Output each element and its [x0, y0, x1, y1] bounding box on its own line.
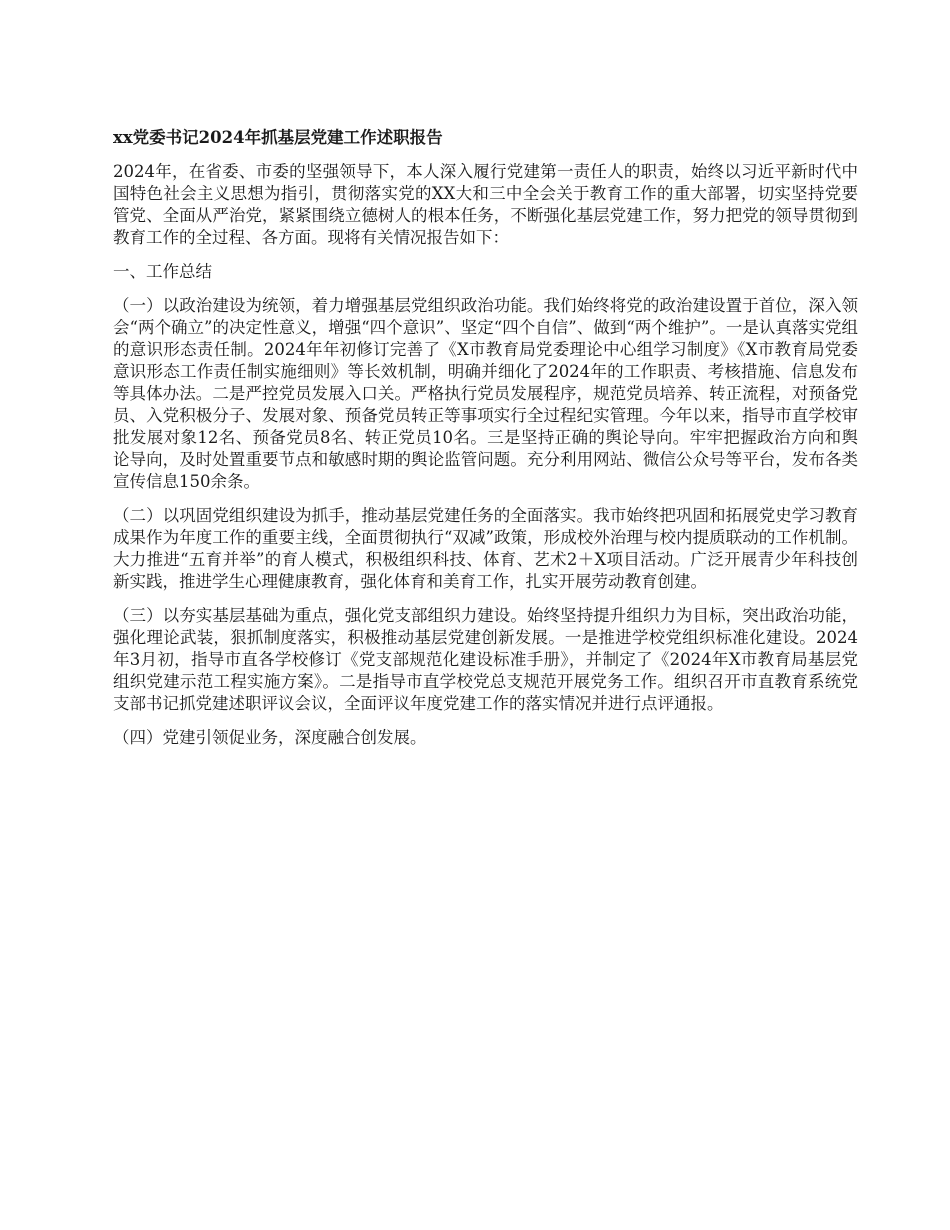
paragraph-party-leads-business: （四）党建引领促业务，深度融合创发展。: [113, 728, 427, 747]
document-title: xx党委书记2024年抓基层党建工作述职报告: [113, 128, 443, 147]
paragraph-political-construction: （一）以政治建设为统领，着力增强基层党组织政治功能。我们始终将党的政治建设置于首位，深入领会“两个确立”的决定性意义，增强“四个意识”、坚定“四个自信”、做到“两个维护”。一是认真落实党组的意识形态责任制。2024年年初修订完善了《X市教育局党委理论中心组学习制度》《X市教育局党委意识形态工作责任制实施细则》等长效机制，明确并细化了2024年的工作职责、考核措施、信息发布等具体办法。二是严控党员发展入口关。严格执行党员发展程序，规范党员培养、转正流程，对预备党员、入党积极分子、发展对象、预备党员转正等事项实行全过程纪实管理。今年以来，指导市直学校审批发展对象12名、预备党员8名、转正党员10名。三是坚持正确的舆论导向。牢牢把握政治方向和舆论导向，及时处置重要节点和敏感时期的舆论监管问题。充分利用网站、微信公众号等平台，发布各类宣传信息150余条。: [113, 296, 859, 491]
section-heading-work-summary: 一、工作总结: [113, 262, 212, 281]
document-body: [113, 127, 858, 761]
paragraph-organization-building: （二）以巩固党组织建设为抓手，推动基层党建任务的全面落实。我市始终把巩固和拓展党史学习教育成果作为年度工作的重要主线，全面贯彻执行“双减”政策，形成校外治理与校内提质联动的工作机制。大力推进“五育并举”的育人模式，积极组织科技、体育、艺术2＋X项目活动。广泛开展青少年科技创新实践，推进学生心理健康教育，强化体育和美育工作，扎实开展劳动教育创建。: [113, 506, 858, 591]
paragraph-branch-strength: （三）以夯实基层基础为重点，强化党支部组织力建设。始终坚持提升组织力为目标，突出政治功能，强化理论武装，狠抓制度落实，积极推动基层党建创新发展。一是推进学校党组织标准化建设。2024年3月初，指导市直各学校修订《党支部规范化建设标准手册》，并制定了《2024年X市教育局基层党组织党建示范工程实施方案》。二是指导市直学校党总支规范开展党务工作。组织召开市直教育系统党支部书记抓党建述职评议会议，全面评议年度党建工作的落实情况并进行点评通报。: [113, 606, 858, 713]
intro-paragraph: 2024年，在省委、市委的坚强领导下，本人深入履行党建第一责任人的职责，始终以习近平新时代中国特色社会主义思想为指引，贯彻落实党的XX大和三中全会关于教育工作的重大部署，切实坚持党要管党、全面从严治党，紧紧围绕立德树人的根本任务，不断强化基层党建工作，努力把党的领导贯彻到教育工作的全过程、各方面。现将有关情况报告如下：: [113, 162, 858, 247]
